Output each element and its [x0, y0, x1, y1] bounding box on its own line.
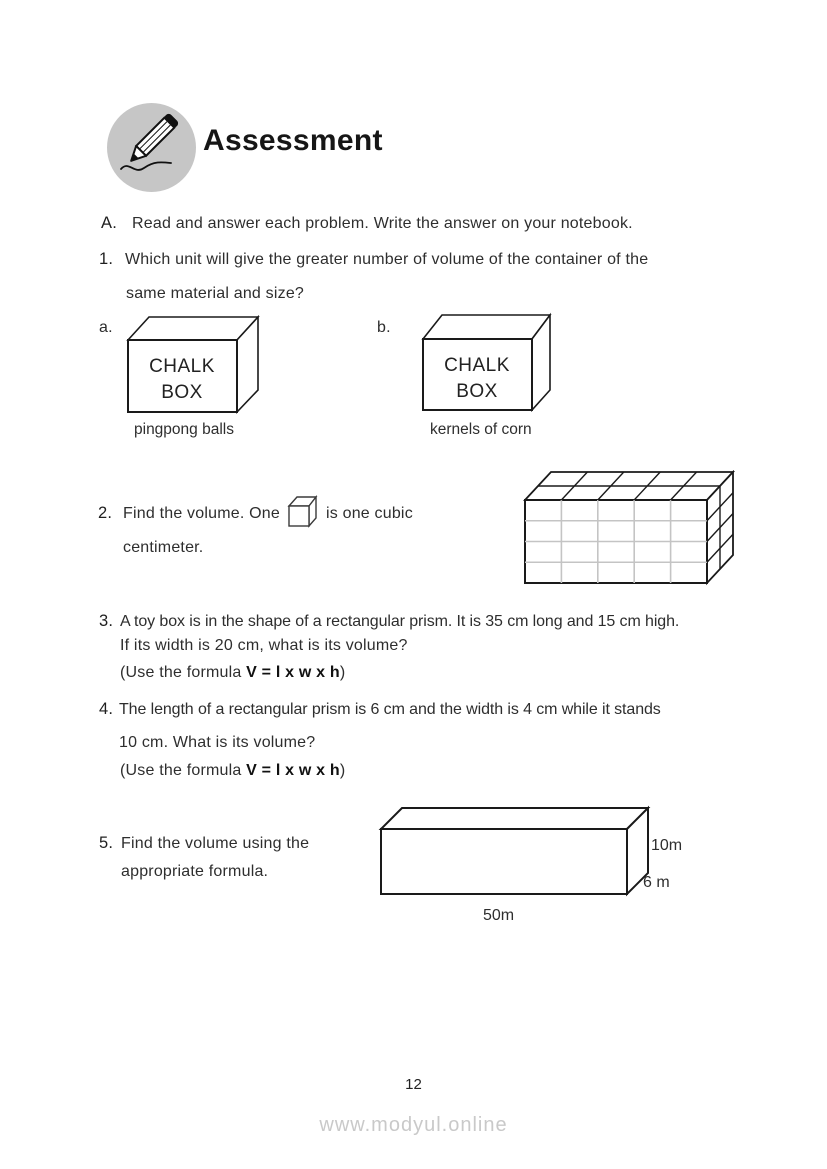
instruction-label: A.	[101, 214, 117, 232]
problem4-formula	[120, 761, 345, 780]
problem2-text-after-cube: is one cubic	[326, 505, 413, 522]
problem4-formula-prefix: (Use the formula	[120, 762, 247, 779]
figure-b-label: b.	[377, 319, 391, 336]
chalk-box-b-text-top: CHALK	[444, 355, 510, 376]
problem4-formula-suffix: )	[339, 762, 346, 779]
pencil-icon-drawing	[107, 103, 196, 192]
problem2-line2: centimeter.	[123, 539, 204, 556]
chalk-box-a-text-bottom: BOX	[161, 382, 203, 403]
problem3-formula-bold: V = l x w x h	[246, 664, 340, 681]
problem5-line1: Find the volume using the	[121, 835, 310, 852]
problem3-formula	[120, 663, 345, 682]
problem3-line1: A toy box is in the shape of a rectangular prism. It is 35 cm long and 15 cm high.	[120, 613, 680, 630]
problem3-formula-suffix: )	[339, 664, 346, 681]
problem3-formula-prefix: (Use the formula	[120, 664, 247, 681]
problem1-line2: same material and size?	[126, 285, 305, 302]
prism-figure	[378, 804, 654, 900]
unit-cube-icon	[287, 495, 318, 531]
watermark: www.modyul.online	[319, 1114, 508, 1136]
problem1-number: 1.	[99, 250, 114, 268]
problem4-number: 4.	[99, 700, 114, 718]
problem2-text-before-cube: Find the volume. One	[123, 505, 280, 522]
figure-a-caption: pingpong balls	[134, 421, 234, 438]
problem4-line1: The length of a rectangular prism is 6 cm and the width is 4 cm while it stands	[119, 701, 661, 718]
chalk-box-b-text-bottom: BOX	[456, 381, 498, 402]
problem4-line2: 10 cm. What is its volume?	[119, 734, 316, 751]
figure-a-label: a.	[99, 319, 113, 336]
problem5-number: 5.	[99, 834, 114, 852]
figure-b-caption: kernels of corn	[430, 421, 532, 438]
problem2-number: 2.	[98, 504, 113, 522]
problem1-line1: Which unit will give the greater number of volume of the container of the	[125, 251, 649, 268]
pencil-icon	[107, 103, 196, 192]
chalk-box-b-figure	[417, 311, 557, 413]
problem3-number: 3.	[99, 612, 114, 630]
chalk-box-a-text-top: CHALK	[149, 356, 215, 377]
prism-height-label: 10m	[651, 837, 683, 854]
prism-width-label: 50m	[483, 907, 515, 924]
chalk-box-a-figure	[126, 314, 262, 416]
prism-depth-label: 6 m	[643, 874, 670, 891]
page-number: 12	[405, 1076, 422, 1093]
page-title: Assessment	[203, 124, 383, 157]
problem5-line2: appropriate formula.	[121, 863, 269, 880]
grid-prism-figure	[523, 470, 739, 588]
problem3-line2: If its width is 20 cm, what is its volume?	[120, 637, 408, 654]
problem4-formula-bold: V = l x w x h	[246, 762, 340, 779]
instruction-text: Read and answer each problem. Write the answer on your notebook.	[132, 215, 633, 232]
